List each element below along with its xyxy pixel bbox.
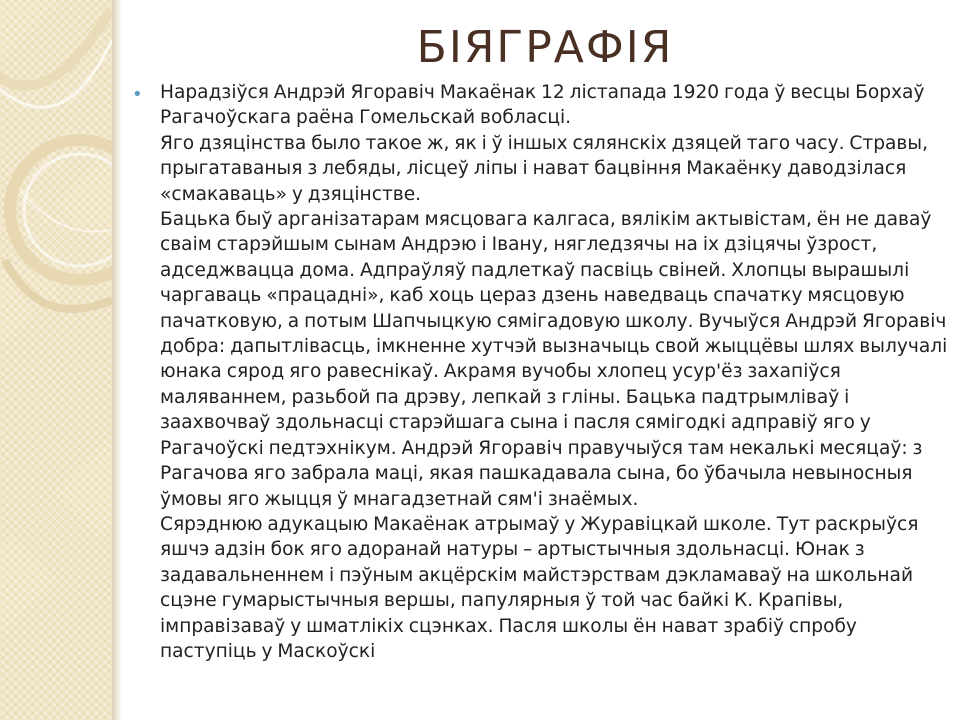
decorative-side-panel (0, 0, 112, 720)
decorative-swirl-graphic (0, 0, 112, 720)
slide-title: БІЯГРАФІЯ (416, 22, 674, 73)
bullet-marker: • (132, 84, 143, 105)
biography-text: Нарадзіўся Андрэй Ягоравіч Макаёнак 12 лістапада 1920 года ў весцы Борхаў Рагачоўскага раёна Гомельскай вобласці. Яго дзяцінства было такое ж, як і ў іншых сялянскіх дзяцей таго часу. Стравы, прыгатаваныя з лебяды, лісцеў ліпы і нават бацвіння Макаёнку даводзілася «смакаваць» у дзяцінстве. Бацька быў арганізатарам мясцовага калгаса, вялікім актывістам, ён не даваў сваім старэйшым сынам Андрэю і Івану, нягледзячы на іх дзіцячы ўзрост, адседжвацца дома. Адпраўляў падлеткаў пасвіць свіней. Хлопцы вырашылі чаргаваць «працадні», каб хоць цераз дзень наведваць спачатку мясцовую пачатковую, а потым Шапчыцкую сямігадовую школу. Вучыўся Андрэй Ягоравіч добра: дапытлівасць, імкненне хутчэй вызначыць свой жыццёвы шлях вылучалі юнака сярод яго равеснікаў. Акрамя вучобы хлопец усур'ёз захапіўся маляваннем, разьбой па дрэву, лепкай з гліны. Бацька падтрымліваў і заахвочваў здольнасці старэйшага сына і пасля сямігодкі адправіў яго у Рагачоўскі педтэхнікум. Андрэй Ягоравіч правучыўся там некалькі месяцаў: з Рагачова яго забрала маці, якая пашкадавала сына, бо ўбачыла невыносныя ўмовы яго жыцця ў мнагадзетнай сям'і знаёмых. Сярэднюю адукацыю Макаёнак атрымаў у Журавіцкай школе. Тут раскрыўся яшчэ адзін бок яго адоранай натуры – артыстычныя здольнасці. Юнак з задавальненнем і пэўным акцёрскім майстэрствам дэкламаваў на школьнай сцэне гумарыстычныя вершы, папулярныя ў той час байкі К. Крапівы, імправізаваў у шматлікіх сцэнках. Пасля школы ён нават зрабіў спробу паступіць у Маскоўскі (160, 82, 948, 662)
biography-content (132, 80, 952, 664)
side-panel-shadow (112, 0, 122, 720)
